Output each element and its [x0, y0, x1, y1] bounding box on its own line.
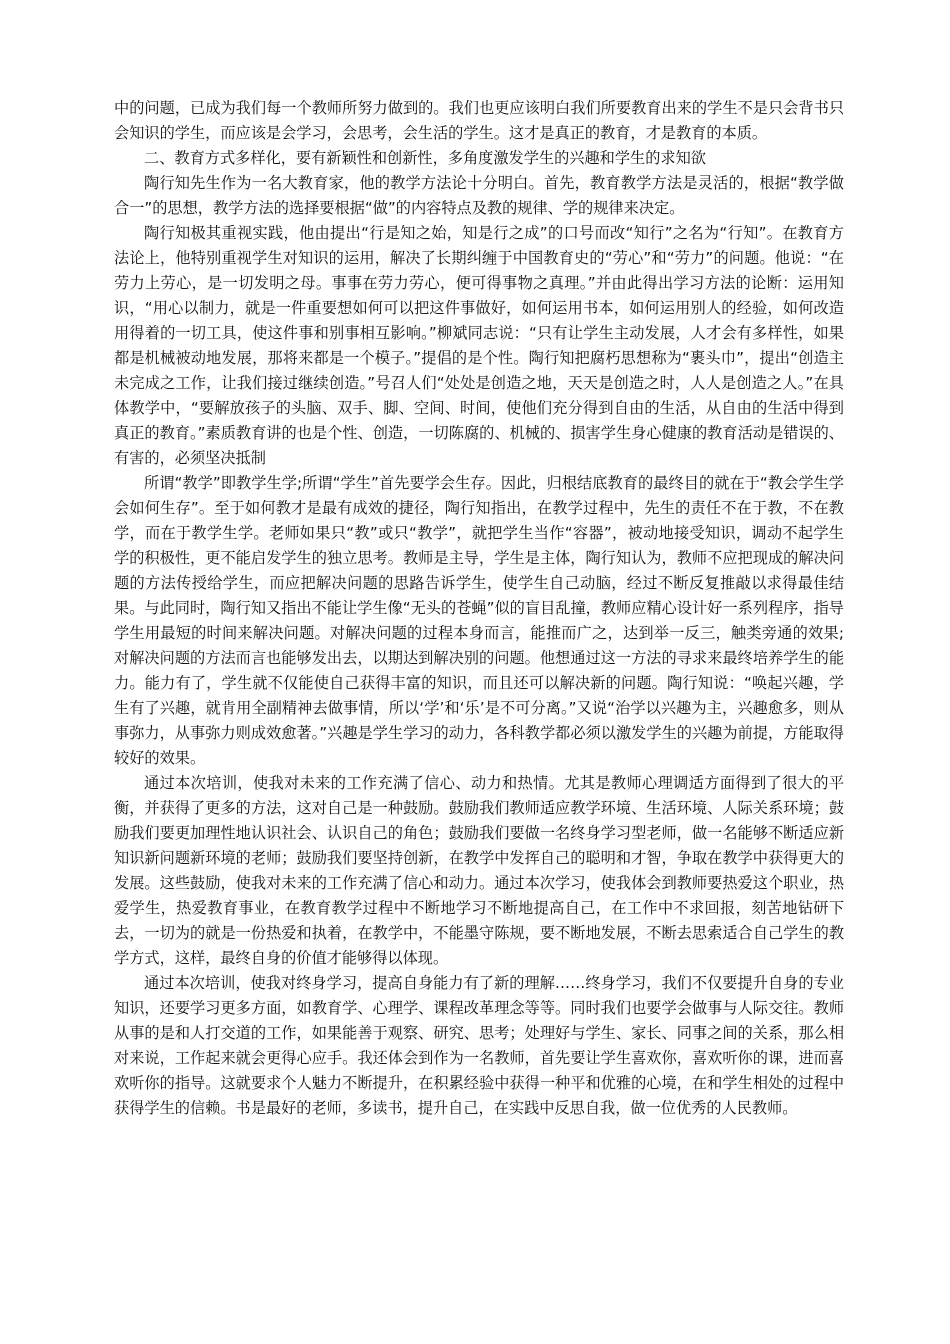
paragraph-lifelong-learning: 通过本次培训，使我对终身学习，提高自身能力有了新的理解……终身学习，我们不仅要提升自身的专业知识，还要学习更多方面，如教育学、心理学、课程改革理念等等。同时我们也要学会做事与人际交往。教师从事的是和人打交道的工作，如果能善于观察、研究、思考；处理好与学生、家长、同事之间的关系，那么相对来说，工作起来就会更得心应手。我还体会到作为一名教师，首先要让学生喜欢你，喜欢听你的课，进而喜欢听你的指导。这就要求个人魅力不断提升，在积累经验中获得一种平和优雅的心境，在和学生相处的过程中获得学生的信赖。书是最好的老师，多读书，提升自己，在实践中反思自我，做一位优秀的人民教师。	[114, 974, 844, 1117]
paragraph-teaching: 所谓“教学”即教学生学;所谓“学生”首先要学会生存。因此，归根结底教育的最终目的就在于“教会学生学会如何生存”。至于如何教才是最有成效的捷径，陶行知指出，在教学过程中，先生的责任不在于教，不在教学，而在于教学生学。老师如果只“教”或只“教学”，就把学生当作“容器”，被动地接受知识，调动不起学生学的积极性，更不能启发学生的独立思考。教师是主导，学生是主体，陶行知认为，教师不应把现成的解决问题的方法传授给学生，而应把解决问题的思路告诉学生，使学生自己动脑，经过不断反复推敲以求得最佳结果。与此同时，陶行知又指出不能让学生像“无头的苍蝇”似的盲目乱撞，教师应精心设计好一系列程序，指导学生用最短的时间来解决问题。对解决问题的过程本身而言，能推而广之，达到举一反三，触类旁通的效果;对解决问题的方法而言也能够发出去，以期达到解决别的问题。他想通过这一方法的寻求来最终培养学生的能力。能力有了，学生就不仅能使自己获得丰富的知识，而且还可以解决新的问题。陶行知说：“唤起兴趣，学生有了兴趣，就肯用全副精神去做事情，所以‘学’和‘乐’是不可分离。”又说“治学以兴趣为主，兴趣愈多，则从事弥力，从事弥力则成效愈著。”兴趣是学生学习的动力，各科教学都必须以激发学生的兴趣为前提，方能取得较好的效果。	[114, 474, 844, 767]
paragraph-training-confidence: 通过本次培训，使我对未来的工作充满了信心、动力和热情。尤其是教师心理调适方面得到了很大的平衡，并获得了更多的方法，这对自己是一种鼓励。鼓励我们教师适应教学环境、生活环境、人际关系环境；鼓励我们要更加理性地认识社会、认识自己的角色；鼓励我们要做一名终身学习型老师，做一名能够不断适应新知识新问题新环境的老师；鼓励我们要坚持创新，在教学中发挥自己的聪明和才智，争取在教学中获得更大的发展。这些鼓励，使我对未来的工作充满了信心和动力。通过本次学习，使我体会到教师要热爱这个职业，热爱学生，热爱教育事业，在教育教学过程中不断地学习不断地提高自己，在工作中不求回报，刻苦地钻研下去，一切为的就是一份热爱和执着，在教学中，不能墨守陈规，要不断地发展，不断去思索适合自己学生的教学方式，这样，最终自身的价值才能够得以体现。	[114, 774, 844, 967]
paragraph-practice: 陶行知极其重视实践，他由提出“行是知之始，知是行之成”的口号而改“知行”之名为“行知”。在教育方法论上，他特别重视学生对知识的运用，解决了长期纠缠于中国教育史的“劳心”和“劳力”的问题。他说：“在劳力上劳心，是一切发明之母。事事在劳力劳心，便可得事物之真理。”并由此得出学习方法的论断：运用知识，“用心以制力，就是一件重要想如何可以把这件事做好，如何运用书本，如何运用别人的经验，如何改造用得着的一切工具，使这件事和别事相互影响。”柳斌同志说：“只有让学生主动发展，人才会有多样性，如果都是机械被动地发展，那将来都是一个模子。”提倡的是个性。陶行知把腐朽思想称为“裹头巾”，提出“创造主未完成之工作，让我们接过继续创造。”号召人们“处处是创造之地，天天是创造之时，人人是创造之人。”在具体教学中，“要解放孩子的头脑、双手、脚、空间、时间，使他们充分得到自由的生活，从自由的生活中得到真正的教育。”素质教育讲的也是个性、创造，一切陈腐的、机械的、损害学生身心健康的教育活动是错误的、有害的，必须坚决抵制	[114, 224, 844, 467]
paragraph-tao-method: 陶行知先生作为一名大教育家，他的教学方法论十分明白。首先，教育教学方法是灵活的，根据“教学做合一”的思想，教学方法的选择要根据“做”的内容特点及教的规律、学的规律来决定。	[114, 174, 844, 217]
paragraph-continuation: 中的问题，已成为我们每一个教师所努力做到的。我们也更应该明白我们所要教育出来的学生不是只会背书只会知识的学生，而应该是会学习，会思考，会生活的学生。这才是真正的教育，才是教育的本质。	[114, 99, 844, 142]
document-body	[114, 96, 844, 1121]
section-heading: 二、教育方式多样化，要有新颖性和创新性，多角度激发学生的兴趣和学生的求知欲	[144, 149, 706, 167]
